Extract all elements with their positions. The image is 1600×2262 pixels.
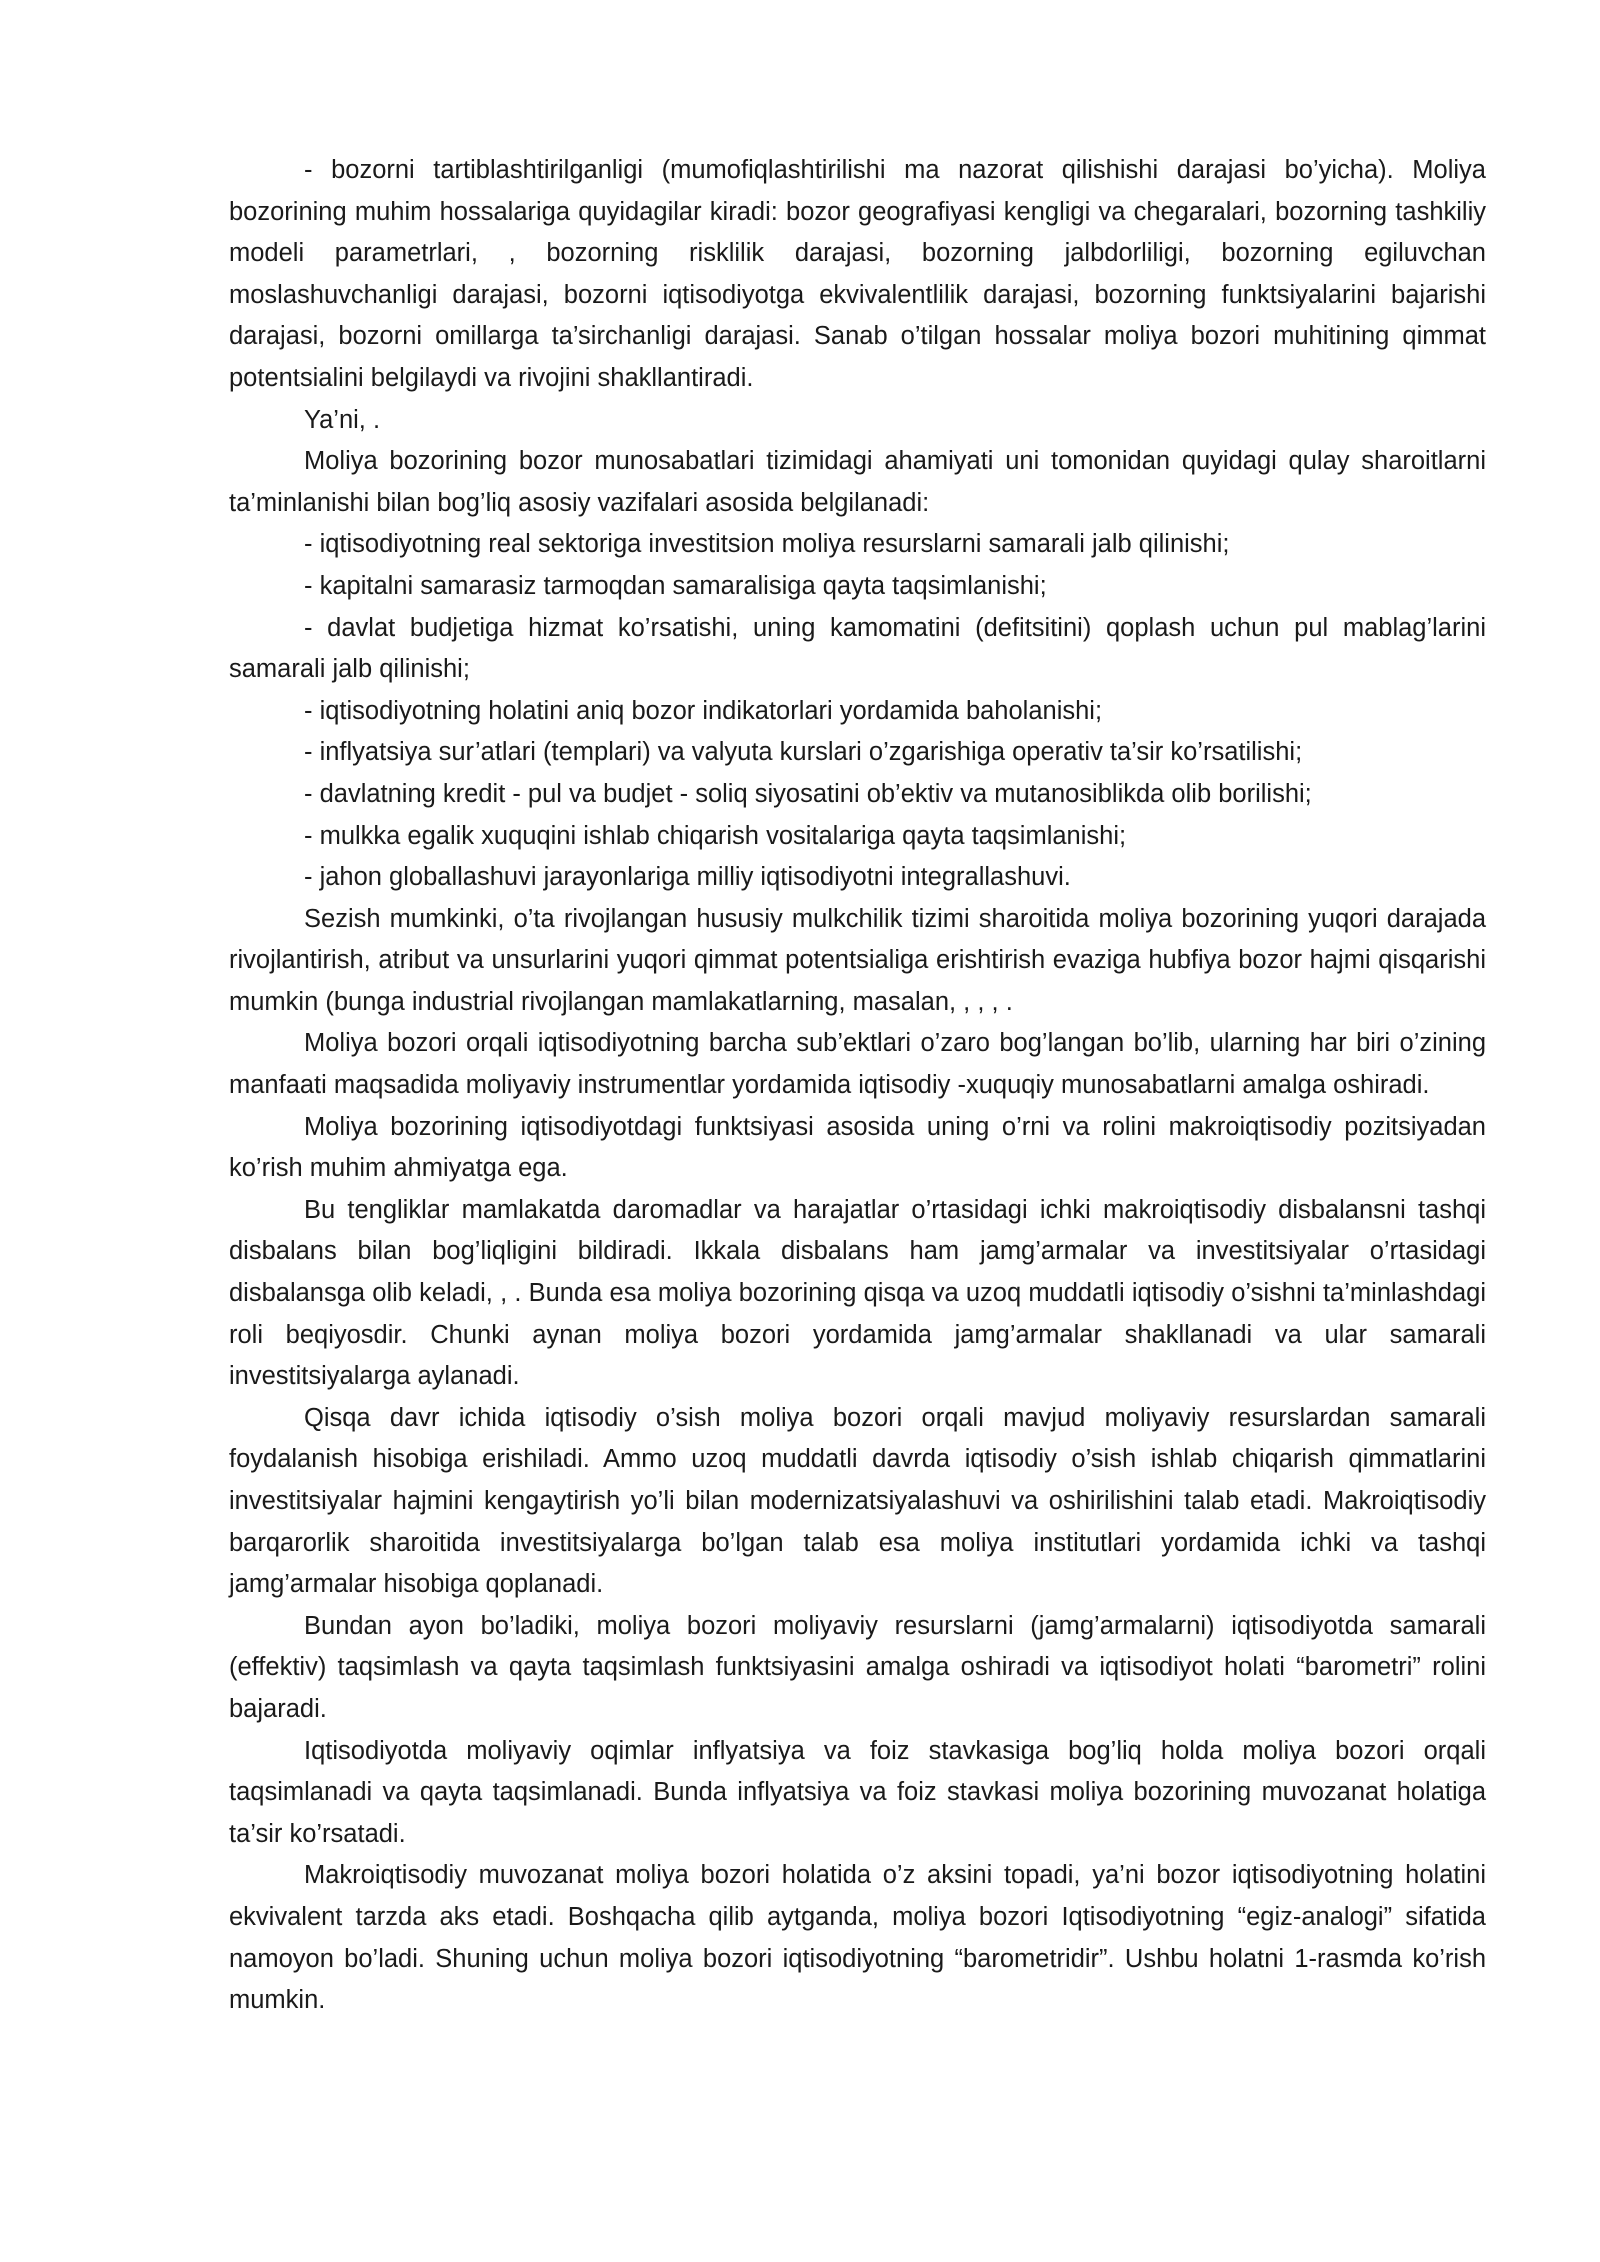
paragraph: Moliya bozori orqali iqtisodiyotning barcha sub’ektlari o’zaro bog’langan bo’lib, ularning har biri o’zining manfaati maqsadida moliyaviy instrumentlar yordamida iqtisodiy -xuquqiy munosabatlarni amalga oshiradi. bbox=[229, 1029, 1486, 1100]
paragraph: Bu tengliklar mamlakatda daromadlar va harajatlar o’rtasidagi ichki makroiqtisodiy disbalansni tashqi disbalans bilan bog’liqligini bildiradi. Ikkala disbalans ham jamg’armalar va investitsiyalar o’rtasidagi disbalansga olib keladi, , . Bunda esa moliya bozorining qisqa va uzoq muddatli iqtisodiy o’sishni ta’minlashdagi roli beqiyosdir. Chunki aynan moliya bozori yordamida jamg’armalar shakllanadi va ular samarali investitsiyalarga aylanadi. bbox=[229, 1195, 1486, 1391]
paragraph: - bozorni tartiblashtirilganligi (mumofiqlashtirilishi ma nazorat qilishishi darajasi bo’yicha). Moliya bozorining muhim hossalariga quyidagilar kiradi: bozor geografiyasi kengligi va chegaralari, bozorning tashkiliy modeli parametrlari, , bozorning risklilik darajasi, bozorning jalbdorliligi, bozorning egiluvchan moslashuvchanligi darajasi, bozorni iqtisodiyotga ekvivalentlilik darajasi, bozorning funktsiyalarini bajarishi darajasi, bozorni omillarga ta’sirchanligi darajasi. Sanab o’tilgan hossalar moliya bozori muhitining qimmat potentsialini belgilaydi va rivojini shakllantiradi. bbox=[229, 156, 1486, 392]
paragraph: Makroiqtisodiy muvozanat moliya bozori holatida o’z aksini topadi, ya’ni bozor iqtisodiyotning holatini ekvivalent tarzda aks etadi. Boshqacha qilib aytganda, moliya bozori Iqtisodiyotning “egiz-analogi” sifatida namoyon bo’ladi. Shuning uchun moliya bozori iqtisodiyotning “barometridir”. Ushbu holatni 1-rasmda ko’rish mumkin. bbox=[229, 1861, 1486, 2015]
list-item: - davlatning kredit - pul va budjet - soliq siyosatini ob’ektiv va mutanosiblikda olib borilishi; bbox=[304, 779, 1312, 808]
paragraph: Bundan ayon bo’ladiki, moliya bozori moliyaviy resurslarni (jamg’armalarni) iqtisodiyotda samarali (effektiv) taqsimlash va qayta taqsimlash funktsiyasini amalga oshiradi va iqtisodiyot holati “barometri” rolini bajaradi. bbox=[229, 1611, 1486, 1723]
paragraph: Moliya bozorining iqtisodiyotdagi funktsiyasi asosida uning o’rni va rolini makroiqtisodiy pozitsiyadan ko’rish muhim ahmiyatga ega. bbox=[229, 1112, 1486, 1183]
list-item: - kapitalni samarasiz tarmoqdan samaralisiga qayta taqsimlanishi; bbox=[304, 571, 1047, 600]
paragraph: Moliya bozorining bozor munosabatlari tizimidagi ahamiyati uni tomonidan quyidagi qulay sharoitlarni ta’minlanishi bilan bog’liq asosiy vazifalari asosida belgilanadi: bbox=[229, 447, 1486, 517]
list-item: - iqtisodiyotning real sektoriga investitsion moliya resurslarni samarali jalb qilinishi; bbox=[304, 530, 1230, 559]
list-item: - jahon globallashuvi jarayonlariga milliy iqtisodiyotni integrallashuvi. bbox=[304, 863, 1071, 892]
list-item: - iqtisodiyotning holatini aniq bozor indikatorlari yordamida baholanishi; bbox=[304, 696, 1103, 725]
document-page bbox=[229, 150, 1486, 2022]
list-item: - davlat budjetiga hizmat ko’rsatishi, uning kamomatini (defitsitini) qoplash uchun pul mablag’larini samarali jalb qilinishi; bbox=[229, 613, 1486, 684]
list-item: - inflyatsiya sur’atlari (templari) va valyuta kurslari o’zgarishiga operativ ta’sir ko’rsatilishi; bbox=[304, 738, 1303, 767]
list-item: - mulkka egalik xuquqini ishlab chiqarish vositalariga qayta taqsimlanishi; bbox=[304, 821, 1127, 850]
paragraph: Ya’ni, . bbox=[304, 405, 381, 434]
paragraph: Iqtisodiyotda moliyaviy oqimlar inflyatsiya va foiz stavkasiga bog’liq holda moliya bozori orqali taqsimlanadi va qayta taqsimlanadi. Bunda inflyatsiya va foiz stavkasi moliya bozorining muvozanat holatiga ta’sir ko’rsatadi. bbox=[229, 1736, 1486, 1848]
paragraph: Qisqa davr ichida iqtisodiy o’sish moliya bozori orqali mavjud moliyaviy resurslardan samarali foydalanish hisobiga erishiladi. Ammo uzoq muddatli davrda iqtisodiy o’sish ishlab chiqarish qimmatlarini investitsiyalar hajmini kengaytirish yo’li bilan modernizatsiyalashuvi va oshirilishini talab etadi. Makroiqtisodiy barqarorlik sharoitida investitsiyalarga bo’lgan talab esa moliya institutlari yordamida ichki va tashqi jamg’armalar hisobiga qoplanadi. bbox=[229, 1403, 1486, 1599]
paragraph: Sezish mumkinki, o’ta rivojlangan hususiy mulkchilik tizimi sharoitida moliya bozorining yuqori darajada rivojlantirish, atribut va unsurlarini yuqori qimmat potentsialiga erishtirish evaziga hubfiya bozor hajmi qisqarishi mumkin (bunga industrial rivojlangan mamlakatlarning, masalan, , , , . bbox=[229, 904, 1486, 1016]
